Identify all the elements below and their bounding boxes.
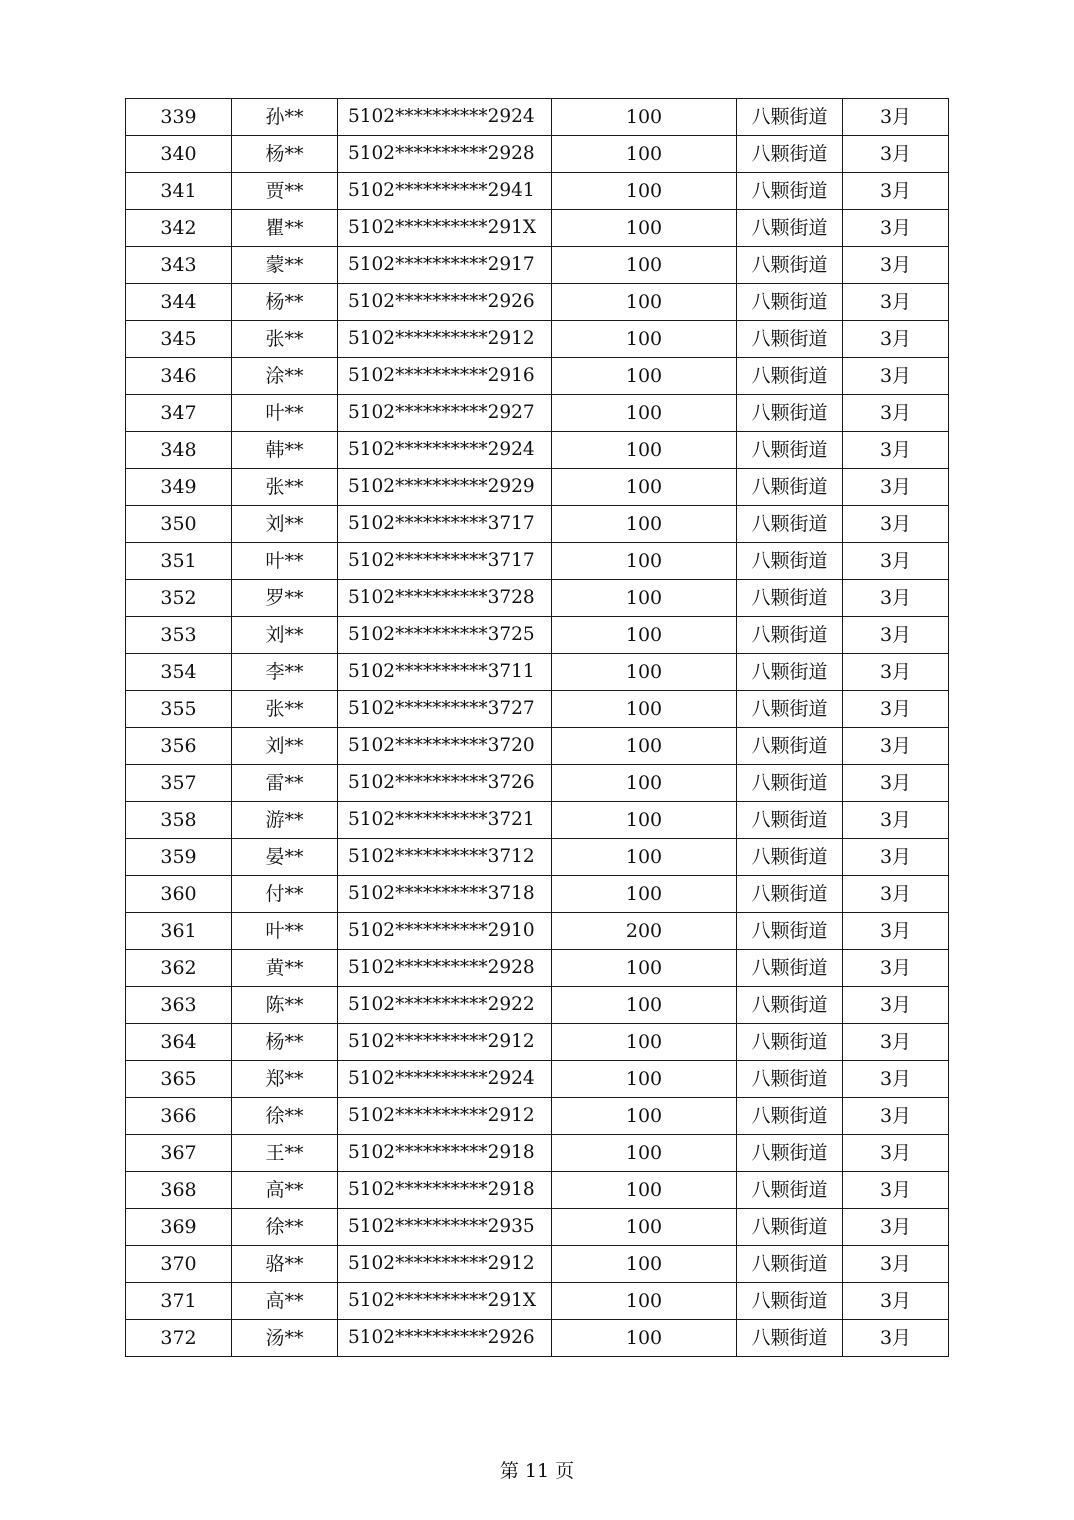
name-cell: 郑** bbox=[232, 1061, 338, 1098]
month-cell: 3月 bbox=[843, 691, 949, 728]
month-cell: 3月 bbox=[843, 247, 949, 284]
street-cell: 八颗街道 bbox=[737, 543, 843, 580]
id-number-cell: 5102**********291X bbox=[338, 1283, 552, 1320]
street-cell: 八颗街道 bbox=[737, 1172, 843, 1209]
row-number-cell: 372 bbox=[126, 1320, 232, 1357]
table-row bbox=[126, 1246, 949, 1283]
row-number-cell: 339 bbox=[126, 99, 232, 136]
row-number-cell: 348 bbox=[126, 432, 232, 469]
amount-cell: 100 bbox=[552, 99, 737, 136]
street-cell: 八颗街道 bbox=[737, 617, 843, 654]
month-cell: 3月 bbox=[843, 876, 949, 913]
amount-cell: 100 bbox=[552, 691, 737, 728]
name-cell: 雷** bbox=[232, 765, 338, 802]
amount-cell: 100 bbox=[552, 839, 737, 876]
name-cell: 杨** bbox=[232, 136, 338, 173]
amount-cell: 100 bbox=[552, 1135, 737, 1172]
street-cell: 八颗街道 bbox=[737, 1098, 843, 1135]
id-number-cell: 5102**********3712 bbox=[338, 839, 552, 876]
id-number-cell: 5102**********3725 bbox=[338, 617, 552, 654]
amount-cell: 100 bbox=[552, 728, 737, 765]
month-cell: 3月 bbox=[843, 99, 949, 136]
id-number-cell: 5102**********3711 bbox=[338, 654, 552, 691]
month-cell: 3月 bbox=[843, 580, 949, 617]
table-row bbox=[126, 987, 949, 1024]
street-cell: 八颗街道 bbox=[737, 1283, 843, 1320]
amount-cell: 100 bbox=[552, 950, 737, 987]
name-cell: 叶** bbox=[232, 913, 338, 950]
street-cell: 八颗街道 bbox=[737, 247, 843, 284]
month-cell: 3月 bbox=[843, 469, 949, 506]
row-number-cell: 365 bbox=[126, 1061, 232, 1098]
amount-cell: 100 bbox=[552, 173, 737, 210]
amount-cell: 100 bbox=[552, 469, 737, 506]
street-cell: 八颗街道 bbox=[737, 987, 843, 1024]
amount-cell: 100 bbox=[552, 321, 737, 358]
row-number-cell: 357 bbox=[126, 765, 232, 802]
id-number-cell: 5102**********2912 bbox=[338, 1246, 552, 1283]
table-row bbox=[126, 1283, 949, 1320]
street-cell: 八颗街道 bbox=[737, 839, 843, 876]
street-cell: 八颗街道 bbox=[737, 210, 843, 247]
name-cell: 付** bbox=[232, 876, 338, 913]
id-number-cell: 5102**********2912 bbox=[338, 1098, 552, 1135]
name-cell: 瞿** bbox=[232, 210, 338, 247]
amount-cell: 100 bbox=[552, 136, 737, 173]
row-number-cell: 347 bbox=[126, 395, 232, 432]
name-cell: 刘** bbox=[232, 617, 338, 654]
row-number-cell: 359 bbox=[126, 839, 232, 876]
table-row bbox=[126, 469, 949, 506]
row-number-cell: 363 bbox=[126, 987, 232, 1024]
month-cell: 3月 bbox=[843, 654, 949, 691]
id-number-cell: 5102**********2924 bbox=[338, 99, 552, 136]
table-row bbox=[126, 1209, 949, 1246]
amount-cell: 100 bbox=[552, 284, 737, 321]
street-cell: 八颗街道 bbox=[737, 1246, 843, 1283]
name-cell: 张** bbox=[232, 321, 338, 358]
amount-cell: 100 bbox=[552, 1172, 737, 1209]
id-number-cell: 5102**********2928 bbox=[338, 950, 552, 987]
name-cell: 晏** bbox=[232, 839, 338, 876]
id-number-cell: 5102**********2916 bbox=[338, 358, 552, 395]
id-number-cell: 5102**********2926 bbox=[338, 1320, 552, 1357]
table-row bbox=[126, 802, 949, 839]
row-number-cell: 345 bbox=[126, 321, 232, 358]
name-cell: 张** bbox=[232, 691, 338, 728]
id-number-cell: 5102**********2912 bbox=[338, 321, 552, 358]
month-cell: 3月 bbox=[843, 1061, 949, 1098]
name-cell: 王** bbox=[232, 1135, 338, 1172]
name-cell: 陈** bbox=[232, 987, 338, 1024]
row-number-cell: 366 bbox=[126, 1098, 232, 1135]
id-number-cell: 5102**********3717 bbox=[338, 506, 552, 543]
month-cell: 3月 bbox=[843, 210, 949, 247]
id-number-cell: 5102**********2922 bbox=[338, 987, 552, 1024]
month-cell: 3月 bbox=[843, 432, 949, 469]
month-cell: 3月 bbox=[843, 321, 949, 358]
id-number-cell: 5102**********3717 bbox=[338, 543, 552, 580]
id-number-cell: 5102**********2910 bbox=[338, 913, 552, 950]
id-number-cell: 5102**********2917 bbox=[338, 247, 552, 284]
month-cell: 3月 bbox=[843, 839, 949, 876]
amount-cell: 100 bbox=[552, 765, 737, 802]
month-cell: 3月 bbox=[843, 395, 949, 432]
street-cell: 八颗街道 bbox=[737, 691, 843, 728]
id-number-cell: 5102**********2924 bbox=[338, 432, 552, 469]
name-cell: 贾** bbox=[232, 173, 338, 210]
name-cell: 张** bbox=[232, 469, 338, 506]
row-number-cell: 344 bbox=[126, 284, 232, 321]
amount-cell: 100 bbox=[552, 1098, 737, 1135]
street-cell: 八颗街道 bbox=[737, 876, 843, 913]
id-number-cell: 5102**********2941 bbox=[338, 173, 552, 210]
street-cell: 八颗街道 bbox=[737, 1135, 843, 1172]
amount-cell: 100 bbox=[552, 1320, 737, 1357]
street-cell: 八颗街道 bbox=[737, 395, 843, 432]
street-cell: 八颗街道 bbox=[737, 802, 843, 839]
row-number-cell: 360 bbox=[126, 876, 232, 913]
name-cell: 高** bbox=[232, 1283, 338, 1320]
table-row bbox=[126, 654, 949, 691]
id-number-cell: 5102**********2912 bbox=[338, 1024, 552, 1061]
street-cell: 八颗街道 bbox=[737, 1320, 843, 1357]
table-row bbox=[126, 284, 949, 321]
amount-cell: 100 bbox=[552, 432, 737, 469]
name-cell: 杨** bbox=[232, 284, 338, 321]
month-cell: 3月 bbox=[843, 728, 949, 765]
month-cell: 3月 bbox=[843, 913, 949, 950]
row-number-cell: 370 bbox=[126, 1246, 232, 1283]
name-cell: 游** bbox=[232, 802, 338, 839]
id-number-cell: 5102**********3726 bbox=[338, 765, 552, 802]
table-row bbox=[126, 432, 949, 469]
street-cell: 八颗街道 bbox=[737, 654, 843, 691]
street-cell: 八颗街道 bbox=[737, 1209, 843, 1246]
amount-cell: 100 bbox=[552, 1246, 737, 1283]
row-number-cell: 356 bbox=[126, 728, 232, 765]
table-row bbox=[126, 99, 949, 136]
table-row bbox=[126, 321, 949, 358]
table-row bbox=[126, 580, 949, 617]
row-number-cell: 343 bbox=[126, 247, 232, 284]
amount-cell: 100 bbox=[552, 876, 737, 913]
month-cell: 3月 bbox=[843, 1209, 949, 1246]
amount-cell: 100 bbox=[552, 1209, 737, 1246]
name-cell: 孙** bbox=[232, 99, 338, 136]
amount-cell: 100 bbox=[552, 617, 737, 654]
street-cell: 八颗街道 bbox=[737, 469, 843, 506]
amount-cell: 100 bbox=[552, 802, 737, 839]
row-number-cell: 362 bbox=[126, 950, 232, 987]
name-cell: 韩** bbox=[232, 432, 338, 469]
table-row bbox=[126, 173, 949, 210]
id-number-cell: 5102**********2929 bbox=[338, 469, 552, 506]
table-row bbox=[126, 950, 949, 987]
table-row bbox=[126, 617, 949, 654]
name-cell: 杨** bbox=[232, 1024, 338, 1061]
row-number-cell: 371 bbox=[126, 1283, 232, 1320]
table-row bbox=[126, 876, 949, 913]
month-cell: 3月 bbox=[843, 765, 949, 802]
row-number-cell: 368 bbox=[126, 1172, 232, 1209]
table-row bbox=[126, 1135, 949, 1172]
name-cell: 汤** bbox=[232, 1320, 338, 1357]
month-cell: 3月 bbox=[843, 506, 949, 543]
id-number-cell: 5102**********3720 bbox=[338, 728, 552, 765]
month-cell: 3月 bbox=[843, 1098, 949, 1135]
name-cell: 刘** bbox=[232, 506, 338, 543]
row-number-cell: 342 bbox=[126, 210, 232, 247]
street-cell: 八颗街道 bbox=[737, 173, 843, 210]
row-number-cell: 354 bbox=[126, 654, 232, 691]
amount-cell: 200 bbox=[552, 913, 737, 950]
table-row bbox=[126, 1172, 949, 1209]
street-cell: 八颗街道 bbox=[737, 1024, 843, 1061]
amount-cell: 100 bbox=[552, 543, 737, 580]
name-cell: 徐** bbox=[232, 1098, 338, 1135]
table-row bbox=[126, 506, 949, 543]
table-row bbox=[126, 1098, 949, 1135]
table-row bbox=[126, 1061, 949, 1098]
name-cell: 骆** bbox=[232, 1246, 338, 1283]
street-cell: 八颗街道 bbox=[737, 136, 843, 173]
page-number: 第 11 页 bbox=[499, 1460, 575, 1482]
month-cell: 3月 bbox=[843, 1135, 949, 1172]
id-number-cell: 5102**********3718 bbox=[338, 876, 552, 913]
id-number-cell: 5102**********3727 bbox=[338, 691, 552, 728]
row-number-cell: 350 bbox=[126, 506, 232, 543]
name-cell: 徐** bbox=[232, 1209, 338, 1246]
table-row bbox=[126, 247, 949, 284]
amount-cell: 100 bbox=[552, 1061, 737, 1098]
amount-cell: 100 bbox=[552, 506, 737, 543]
street-cell: 八颗街道 bbox=[737, 580, 843, 617]
row-number-cell: 369 bbox=[126, 1209, 232, 1246]
id-number-cell: 5102**********3721 bbox=[338, 802, 552, 839]
row-number-cell: 341 bbox=[126, 173, 232, 210]
name-cell: 叶** bbox=[232, 395, 338, 432]
row-number-cell: 355 bbox=[126, 691, 232, 728]
amount-cell: 100 bbox=[552, 210, 737, 247]
amount-cell: 100 bbox=[552, 247, 737, 284]
amount-cell: 100 bbox=[552, 1283, 737, 1320]
table-row bbox=[126, 1320, 949, 1357]
table-row bbox=[126, 358, 949, 395]
amount-cell: 100 bbox=[552, 1024, 737, 1061]
name-cell: 刘** bbox=[232, 728, 338, 765]
table-row bbox=[126, 543, 949, 580]
amount-cell: 100 bbox=[552, 358, 737, 395]
table-row bbox=[126, 136, 949, 173]
month-cell: 3月 bbox=[843, 543, 949, 580]
table-row bbox=[126, 691, 949, 728]
month-cell: 3月 bbox=[843, 950, 949, 987]
street-cell: 八颗街道 bbox=[737, 765, 843, 802]
table-row bbox=[126, 765, 949, 802]
name-cell: 叶** bbox=[232, 543, 338, 580]
id-number-cell: 5102**********2918 bbox=[338, 1172, 552, 1209]
row-number-cell: 351 bbox=[126, 543, 232, 580]
roster-table bbox=[125, 98, 949, 1357]
street-cell: 八颗街道 bbox=[737, 506, 843, 543]
id-number-cell: 5102**********2927 bbox=[338, 395, 552, 432]
month-cell: 3月 bbox=[843, 358, 949, 395]
month-cell: 3月 bbox=[843, 987, 949, 1024]
row-number-cell: 353 bbox=[126, 617, 232, 654]
amount-cell: 100 bbox=[552, 654, 737, 691]
month-cell: 3月 bbox=[843, 1246, 949, 1283]
id-number-cell: 5102**********2918 bbox=[338, 1135, 552, 1172]
name-cell: 罗** bbox=[232, 580, 338, 617]
amount-cell: 100 bbox=[552, 580, 737, 617]
month-cell: 3月 bbox=[843, 284, 949, 321]
amount-cell: 100 bbox=[552, 395, 737, 432]
id-number-cell: 5102**********3728 bbox=[338, 580, 552, 617]
month-cell: 3月 bbox=[843, 136, 949, 173]
month-cell: 3月 bbox=[843, 802, 949, 839]
name-cell: 蒙** bbox=[232, 247, 338, 284]
table-row bbox=[126, 210, 949, 247]
street-cell: 八颗街道 bbox=[737, 284, 843, 321]
table-row bbox=[126, 913, 949, 950]
amount-cell: 100 bbox=[552, 987, 737, 1024]
street-cell: 八颗街道 bbox=[737, 913, 843, 950]
row-number-cell: 358 bbox=[126, 802, 232, 839]
month-cell: 3月 bbox=[843, 1172, 949, 1209]
month-cell: 3月 bbox=[843, 617, 949, 654]
month-cell: 3月 bbox=[843, 1283, 949, 1320]
street-cell: 八颗街道 bbox=[737, 321, 843, 358]
row-number-cell: 349 bbox=[126, 469, 232, 506]
table-row bbox=[126, 839, 949, 876]
street-cell: 八颗街道 bbox=[737, 728, 843, 765]
name-cell: 涂** bbox=[232, 358, 338, 395]
month-cell: 3月 bbox=[843, 1320, 949, 1357]
street-cell: 八颗街道 bbox=[737, 358, 843, 395]
row-number-cell: 367 bbox=[126, 1135, 232, 1172]
street-cell: 八颗街道 bbox=[737, 950, 843, 987]
table-row bbox=[126, 728, 949, 765]
month-cell: 3月 bbox=[843, 173, 949, 210]
street-cell: 八颗街道 bbox=[737, 99, 843, 136]
name-cell: 高** bbox=[232, 1172, 338, 1209]
table-row bbox=[126, 1024, 949, 1061]
id-number-cell: 5102**********2924 bbox=[338, 1061, 552, 1098]
id-number-cell: 5102**********2928 bbox=[338, 136, 552, 173]
id-number-cell: 5102**********291X bbox=[338, 210, 552, 247]
row-number-cell: 361 bbox=[126, 913, 232, 950]
street-cell: 八颗街道 bbox=[737, 1061, 843, 1098]
id-number-cell: 5102**********2926 bbox=[338, 284, 552, 321]
street-cell: 八颗街道 bbox=[737, 432, 843, 469]
name-cell: 黄** bbox=[232, 950, 338, 987]
row-number-cell: 340 bbox=[126, 136, 232, 173]
row-number-cell: 346 bbox=[126, 358, 232, 395]
table-row bbox=[126, 395, 949, 432]
row-number-cell: 364 bbox=[126, 1024, 232, 1061]
row-number-cell: 352 bbox=[126, 580, 232, 617]
name-cell: 李** bbox=[232, 654, 338, 691]
id-number-cell: 5102**********2935 bbox=[338, 1209, 552, 1246]
roster-body bbox=[126, 99, 949, 1357]
month-cell: 3月 bbox=[843, 1024, 949, 1061]
